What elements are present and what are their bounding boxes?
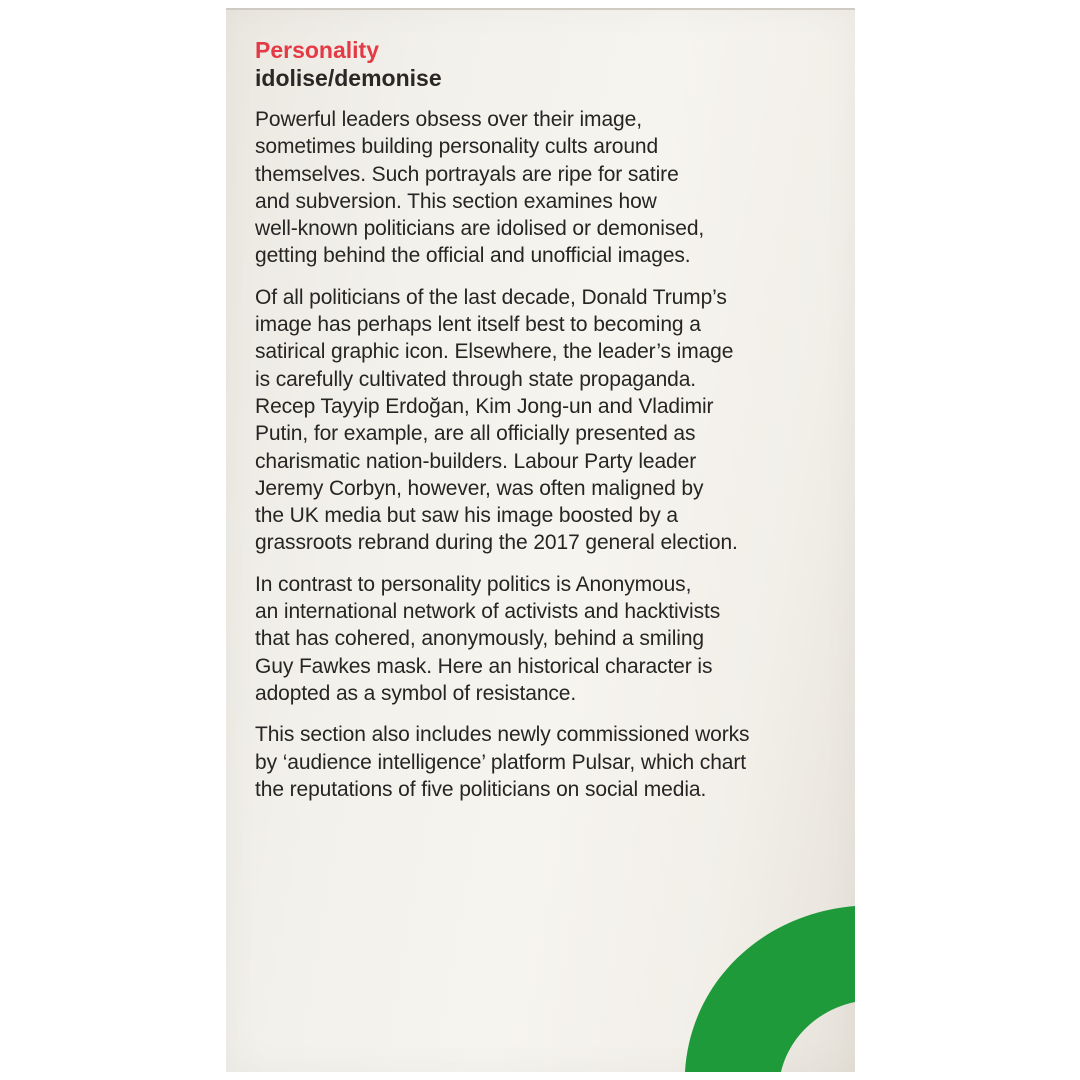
text-line: the UK media but saw his image boosted by a — [255, 504, 678, 528]
text-line: Powerful leaders obsess over their image, — [255, 108, 642, 131]
wall-text — [255, 36, 835, 817]
text-line: adopted as a symbol of resistance. — [255, 681, 577, 705]
text-line: satirical graphic icon. Elsewhere, the leader’s image — [255, 340, 734, 364]
text-line: Recep Tayyip Erdoğan, Kim Jong-un and Vladimir — [255, 394, 714, 418]
wall-text-panel — [226, 8, 855, 1072]
section-heading: Personality — [255, 37, 379, 63]
text-line: sometimes building personality cults around — [255, 135, 659, 159]
paragraph-pulsar — [255, 721, 835, 803]
text-line: image has perhaps lent itself best to becoming a — [255, 313, 701, 337]
text-line: is carefully cultivated through state propaganda. — [255, 367, 697, 391]
text-line: Jeremy Corbyn, however, was often maligned by — [255, 476, 704, 500]
green-arc-shape — [685, 906, 855, 1072]
paragraph-leaders — [255, 284, 835, 557]
text-line: the reputations of five politicians on social media. — [255, 777, 707, 801]
text-line: themselves. Such portrayals are ripe for satire — [255, 162, 679, 186]
paragraph-intro — [255, 106, 835, 270]
text-line: In contrast to personality politics is Anonymous, — [255, 572, 692, 596]
section-subheading: idolise/demonise — [255, 65, 442, 91]
text-line: by ‘audience intelligence’ platform Pulsar, which chart — [255, 750, 746, 774]
text-line: Putin, for example, are all officially presented as — [255, 422, 696, 446]
panel-top-edge — [226, 8, 855, 10]
text-line: well-known politicians are idolised or demonised, — [255, 217, 705, 241]
text-line: Guy Fawkes mask. Here an historical character is — [255, 654, 713, 678]
text-line: This section also includes newly commissioned works — [255, 723, 750, 747]
text-line: and subversion. This section examines how — [255, 189, 657, 213]
paragraph-anonymous — [255, 571, 835, 707]
green-arc-graphic — [685, 906, 855, 1072]
text-line: an international network of activists and hacktivists — [255, 600, 721, 624]
text-line: that has cohered, anonymously, behind a smiling — [255, 627, 705, 651]
text-line: charismatic nation-builders. Labour Party leader — [255, 449, 697, 473]
text-line: getting behind the official and unofficial images. — [255, 244, 691, 268]
text-line: grassroots rebrand during the 2017 general election. — [255, 531, 738, 555]
text-line: Of all politicians of the last decade, Donald Trump’s — [255, 285, 727, 309]
